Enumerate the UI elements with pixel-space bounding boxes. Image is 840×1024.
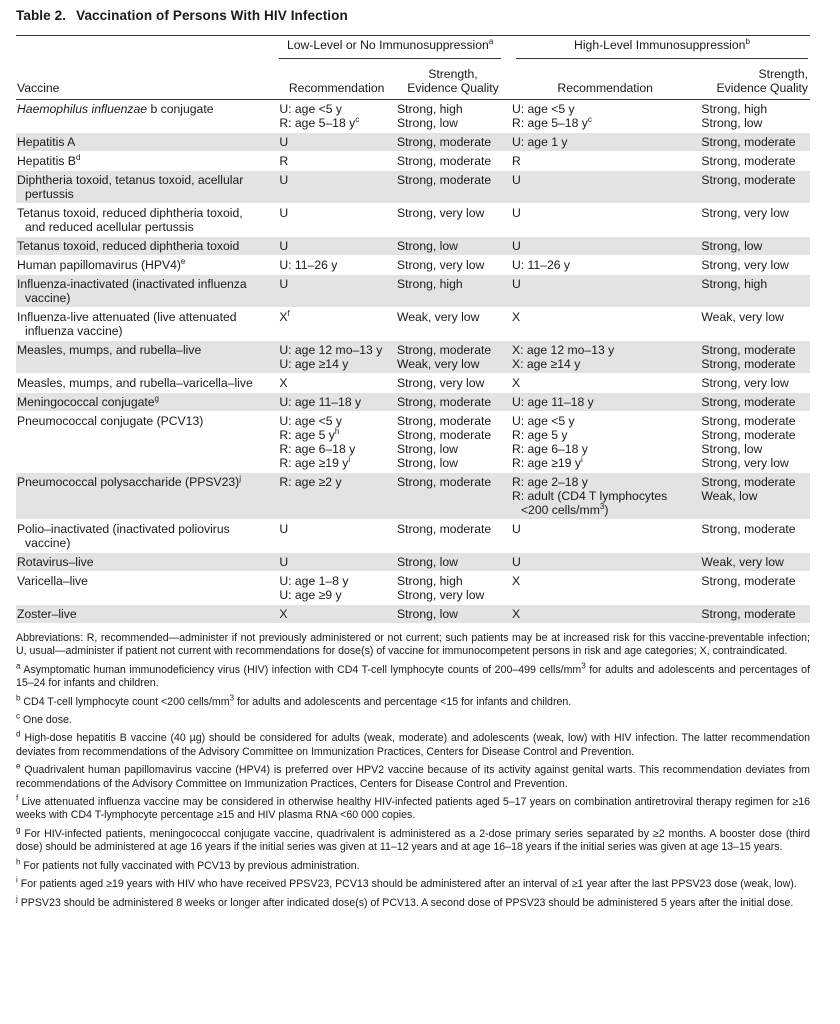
cell-str1: Strong, high Strong, low <box>396 100 511 133</box>
table-row <box>16 473 810 520</box>
cell-str1: Strong, low <box>396 553 511 572</box>
table-row <box>16 152 810 171</box>
cell-rec1: R <box>278 152 396 171</box>
cell-str2: Strong, moderate Strong, moderate <box>700 341 810 374</box>
footnote-h: $^h$ For patients not fully vaccinated with PCV13 by previous administration. <box>16 857 360 872</box>
cell-rec2: U: age 1 y <box>511 133 700 152</box>
table-number: Table 2. <box>16 8 67 23</box>
cell-rec2: U: age <5 y R: age 5–18 $y^c$ <box>511 100 700 133</box>
col-vaccine-header: Vaccine <box>16 61 278 100</box>
cell-rec2: U: 11–26 y <box>511 256 700 275</box>
cell-rec1: U: 11–26 y <box>278 256 396 275</box>
cell-str2: Weak, very low <box>700 308 810 341</box>
table-row <box>16 204 810 237</box>
cell-name: Rotavirus–live <box>16 553 278 572</box>
cell-rec1: U <box>278 275 396 308</box>
cell-rec1: U: age 1–8 y U: age ≥9 y <box>278 572 396 605</box>
cell-rec1: U: age <5 y R: age 5 $y^h$ R: age 6–18 y R: age ≥19 $y^i$ <box>278 412 396 473</box>
cell-rec2: U <box>511 553 700 572</box>
cell-str2: Strong, moderate Strong, moderate Strong, low Strong, very low <box>700 412 810 473</box>
cell-str2: Strong, moderate <box>700 393 810 412</box>
cell-str1: Weak, very low <box>396 308 511 341</box>
cell-rec2: X: age 12 mo–13 y X: age ≥14 y <box>511 341 700 374</box>
footnote-i: $^i$ For patients aged ≥19 years with HIV who have received PPSV23, PCV13 should be administered after an interval of ≥1 year after the last PPSV23 dose (weak, low). <box>16 875 797 891</box>
cell-str2: Strong, moderate <box>700 572 810 605</box>
cell-rec2: U <box>511 275 700 308</box>
cell-rec2: U: age <5 y R: age 5 y R: age 6–18 y R: age ≥19 $y^i$ <box>511 412 700 473</box>
table-row <box>16 275 810 308</box>
cell-str2: Strong, moderate <box>700 152 810 171</box>
cell-name: Varicella–live <box>16 572 278 605</box>
cell-rec1: U <box>278 171 396 204</box>
cell-rec1: $X^f$ <box>278 308 396 341</box>
cell-name: Measles, mumps, and rubella–live <box>16 341 278 374</box>
footnote-b: $^b$ CD4 T-cell lymphocyte count <200 cells/$mm^3$ for adults and adolescents and percentage <15 for infants and children. <box>16 693 572 708</box>
cell-rec1: U <box>278 520 396 553</box>
cell-str2: Strong, moderate <box>700 133 810 152</box>
cell-str2: Strong, moderate <box>700 605 810 624</box>
cell-str2: Strong, moderate <box>700 171 810 204</box>
cell-str2: Strong, very low <box>700 204 810 237</box>
cell-name: Zoster–live <box>16 605 278 624</box>
cell-name: Measles, mumps, and rubella–varicella–live <box>16 374 278 393</box>
cell-rec2: R: age 2–18 y R: adult (CD4 T lymphocytes <200 cells/$mm^3$) <box>511 473 700 520</box>
cell-rec2: R <box>511 152 700 171</box>
table-row <box>16 237 810 256</box>
cell-rec1: U <box>278 237 396 256</box>
table-body <box>16 100 810 624</box>
cell-rec1: U: age <5 y R: age 5–18 $y^c$ <box>278 100 396 133</box>
cell-str1: Strong, low <box>396 605 511 624</box>
cell-rec1: X <box>278 605 396 624</box>
col-strength-low-header: Strength, Evidence Quality <box>396 61 511 100</box>
table-row <box>16 171 810 204</box>
cell-rec1: U: age 11–18 y <box>278 393 396 412</box>
vaccination-table <box>16 35 810 624</box>
cell-rec2: U <box>511 171 700 204</box>
table-row <box>16 133 810 152</box>
cell-str1: Strong, very low <box>396 256 511 275</box>
cell-str2: Strong, low <box>700 237 810 256</box>
cell-rec1: U <box>278 133 396 152</box>
cell-str1: Strong, high Strong, very low <box>396 572 511 605</box>
footnote-g: $^g$ For HIV-infected patients, meningococcal conjugate vaccine, quadrivalent is administered as a 2-dose primary series separated by ≥2 months. A booster dose (third dose) should be administered at age 16 years if the initial series was given at 11–12 years and at age 16–18 years if the initial series was given at age 13–15 years. <box>16 825 810 854</box>
cell-name: Human papillomavirus $(HPV4)^e$ <box>16 256 278 275</box>
cell-str1: Strong, moderate <box>396 133 511 152</box>
cell-rec1: R: age ≥2 y <box>278 473 396 520</box>
cell-rec2: X <box>511 605 700 624</box>
table-row <box>16 374 810 393</box>
cell-str2: Strong, very low <box>700 256 810 275</box>
cell-str1: Strong, moderate <box>396 520 511 553</box>
cell-rec1: U <box>278 553 396 572</box>
cell-str1: Strong, moderate <box>396 473 511 520</box>
table-row <box>16 308 810 341</box>
cell-name: Hepatitis A <box>16 133 278 152</box>
cell-name: Influenza-inactivated (inactivated influenza vaccine) <box>16 275 278 308</box>
cell-str2: Strong, high Strong, low <box>700 100 810 133</box>
table-row <box>16 412 810 473</box>
cell-str1: Strong, very low <box>396 204 511 237</box>
table-row <box>16 605 810 624</box>
footnote-e: $^e$ Quadrivalent human papillomavirus vaccine (HPV4) is preferred over HPV2 vaccine because of its activity against genital warts. This recommendation deviates from recommendations of the Advisory Committee on Immunization Practices, Centers for Disease Control and Prevention. <box>16 761 810 790</box>
cell-rec1: U: age 12 mo–13 y U: age ≥14 y <box>278 341 396 374</box>
col-recommendation-high-header: Recommendation <box>511 61 700 100</box>
table-row <box>16 341 810 374</box>
cell-rec2: U: age 11–18 y <box>511 393 700 412</box>
cell-str2: Strong, high <box>700 275 810 308</box>
footnote-c: $^c$ One dose. <box>16 711 72 727</box>
col-strength-high-header: Strength, Evidence Quality <box>700 61 810 100</box>
footnote-j: $^j$ PPSV23 should be administered 8 weeks or longer after indicated dose(s) of PCV13. A second dose of PPSV23 should be administered 5 years after the initial dose. <box>16 893 794 909</box>
footnote-d: $^d$ High-dose hepatitis B vaccine (40 µg) should be considered for adults (weak, moderate) and adolescents (weak, low) with HIV infection. The latter recommendation deviates from recommendations of the Advisory Committee on Immunization Practices, Centers for Disease Control and Prevention. <box>16 729 810 758</box>
cell-rec2: U <box>511 237 700 256</box>
col-recommendation-low-header: Recommendation <box>278 61 396 100</box>
table-row <box>16 256 810 275</box>
cell-name: Hepatitis $B^d$ <box>16 152 278 171</box>
cell-name: Pneumococcal polysaccharide (PPSV23)$^j$ <box>16 473 278 520</box>
cell-name <box>16 100 278 133</box>
table-title <box>16 8 826 23</box>
cell-rec2: U <box>511 520 700 553</box>
high-immuno-group-header: High-Level Immunosuppression$^b$ <box>511 36 810 62</box>
cell-str1: Strong, moderate Weak, very low <box>396 341 511 374</box>
cell-rec1: U <box>278 204 396 237</box>
cell-name: Polio–inactivated (inactivated poliovirus vaccine) <box>16 520 278 553</box>
footnote-a: $^a$ Asymptomatic human immunodeficiency virus (HIV) infection with CD4 T-cell lymphocyte counts of 200–499 cells/$mm^3$ for adults and adolescents and percentages of 15–24 for infants and children. <box>16 661 811 690</box>
cell-rec2: X <box>511 308 700 341</box>
cell-str2: Strong, very low <box>700 374 810 393</box>
cell-str2: Strong, moderate <box>700 520 810 553</box>
cell-str1: Strong, high <box>396 275 511 308</box>
footnote-f: $^f$ Live attenuated influenza vaccine may be considered in otherwise healthy HIV-infected patients aged 5–17 years on combination antiretroviral therapy regimen for ≥16 weeks with CD4 T-lymphocyte percentage ≥15 and HIV plasma RNA <60 000 copies. <box>16 793 810 822</box>
table-row <box>16 393 810 412</box>
cell-rec2: U <box>511 204 700 237</box>
cell-rec1: X <box>278 374 396 393</box>
cell-name: Meningococcal conjugate$^g$ <box>16 393 278 412</box>
cell-name: Influenza-live attenuated (live attenuated influenza vaccine) <box>16 308 278 341</box>
cell-str1: Strong, moderate <box>396 152 511 171</box>
cell-name: Tetanus toxoid, reduced diphtheria toxoid, and reduced acellular pertussis <box>16 204 278 237</box>
cell-str1: Strong, moderate <box>396 393 511 412</box>
table-row <box>16 553 810 572</box>
cell-str1: Strong, moderate <box>396 171 511 204</box>
vaccine-name: Haemophilus influenzae b conjugate <box>17 102 214 116</box>
cell-rec2: X <box>511 572 700 605</box>
footnotes <box>16 632 810 910</box>
cell-rec2: X <box>511 374 700 393</box>
cell-name: Diphtheria toxoid, tetanus toxoid, acellular pertussis <box>16 171 278 204</box>
cell-str1: Strong, low <box>396 237 511 256</box>
cell-str1: Strong, very low <box>396 374 511 393</box>
table-row <box>16 572 810 605</box>
cell-str1: Strong, moderate Strong, moderate Strong, low Strong, low <box>396 412 511 473</box>
low-immuno-group-header: Low-Level or No Immunosuppression$^a$ <box>278 36 511 62</box>
footnote-abbreviations: Abbreviations: R, recommended—administer if not previously administered or not current; such patients may be at increased risk for this vaccine-preventable infection; U, usual—administer if patient not current with recommendations for dose(s) of vaccine for immunocompetent persons in risk and age categories; X, contraindicated. <box>16 632 810 658</box>
cell-name: Tetanus toxoid, reduced diphtheria toxoid <box>16 237 278 256</box>
cell-name: Pneumococcal conjugate (PCV13) <box>16 412 278 473</box>
table-row <box>16 520 810 553</box>
table-caption: Vaccination of Persons With HIV Infection <box>76 8 348 23</box>
document-page <box>16 0 826 910</box>
cell-str2: Strong, moderate Weak, low <box>700 473 810 520</box>
table-row <box>16 100 810 133</box>
cell-str2: Weak, very low <box>700 553 810 572</box>
